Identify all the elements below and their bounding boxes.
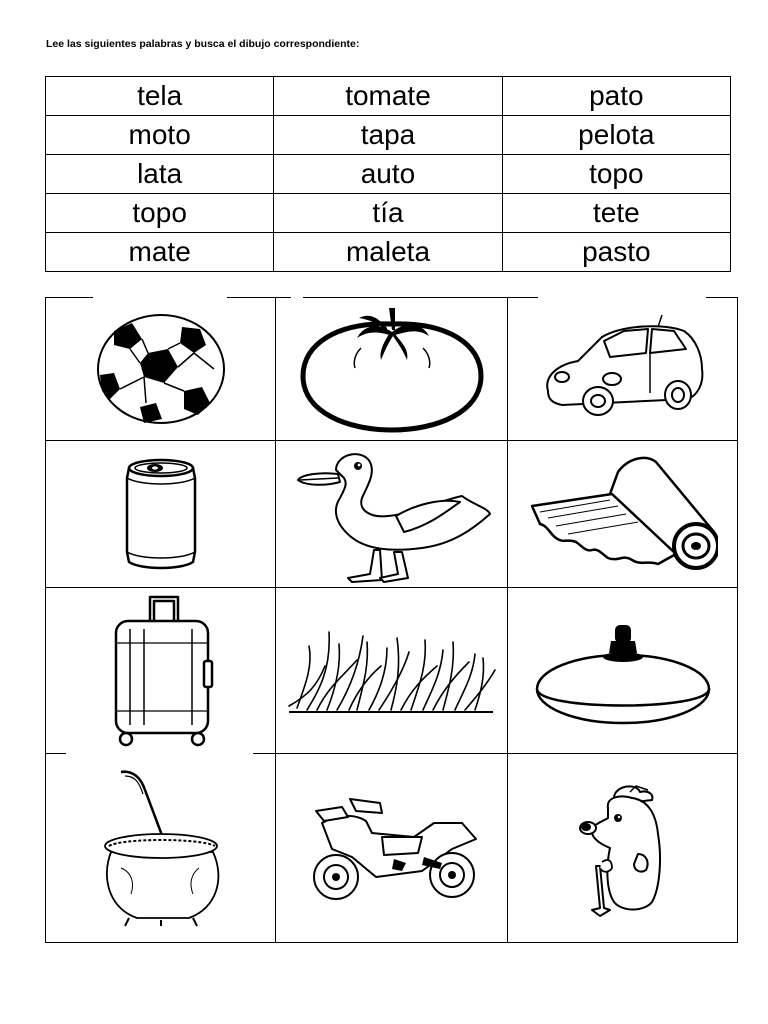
picture-cell	[276, 754, 507, 942]
picture-cell	[46, 441, 275, 587]
grass-icon	[287, 626, 497, 716]
picture-cell	[276, 298, 507, 440]
duck-icon	[292, 444, 492, 584]
lid-icon	[533, 615, 713, 727]
car-icon	[538, 313, 708, 425]
word-cell: tapa	[274, 116, 502, 155]
word-cell: auto	[274, 155, 502, 194]
word-cell: maleta	[274, 233, 502, 272]
word-cell: lata	[46, 155, 274, 194]
picture-cell	[276, 441, 507, 587]
can-icon	[121, 456, 201, 572]
word-row	[46, 116, 731, 155]
motorcycle-icon	[302, 793, 482, 903]
picture-cell	[46, 298, 275, 440]
word-cell: tomate	[274, 77, 502, 116]
picture-cell	[508, 298, 737, 440]
picture-cell	[46, 588, 275, 753]
tomato-icon	[297, 304, 487, 434]
word-cell: moto	[46, 116, 274, 155]
picture-cell	[508, 754, 737, 942]
soccer-ball-icon	[96, 313, 226, 425]
word-cell: pelota	[502, 116, 730, 155]
word-row	[46, 155, 731, 194]
picture-grid	[45, 297, 738, 943]
word-cell: mate	[46, 233, 274, 272]
word-cell: topo	[46, 194, 274, 233]
word-cell: topo	[502, 155, 730, 194]
suitcase-icon	[106, 593, 216, 749]
mole-icon	[578, 778, 668, 918]
picture-cell	[508, 441, 737, 587]
word-cell: pato	[502, 77, 730, 116]
picture-cell	[46, 754, 275, 942]
word-row	[46, 77, 731, 116]
cloth-roll-icon	[528, 454, 718, 574]
word-cell: tela	[46, 77, 274, 116]
mate-gourd-icon	[81, 768, 241, 928]
word-table	[45, 76, 731, 272]
picture-cell	[508, 588, 737, 753]
word-cell: tete	[502, 194, 730, 233]
word-row	[46, 233, 731, 272]
word-cell: pasto	[502, 233, 730, 272]
instruction-text: Lee las siguientes palabras y busca el dibujo correspondiente:	[46, 38, 360, 50]
word-cell: tía	[274, 194, 502, 233]
word-row	[46, 194, 731, 233]
picture-cell	[276, 588, 507, 753]
